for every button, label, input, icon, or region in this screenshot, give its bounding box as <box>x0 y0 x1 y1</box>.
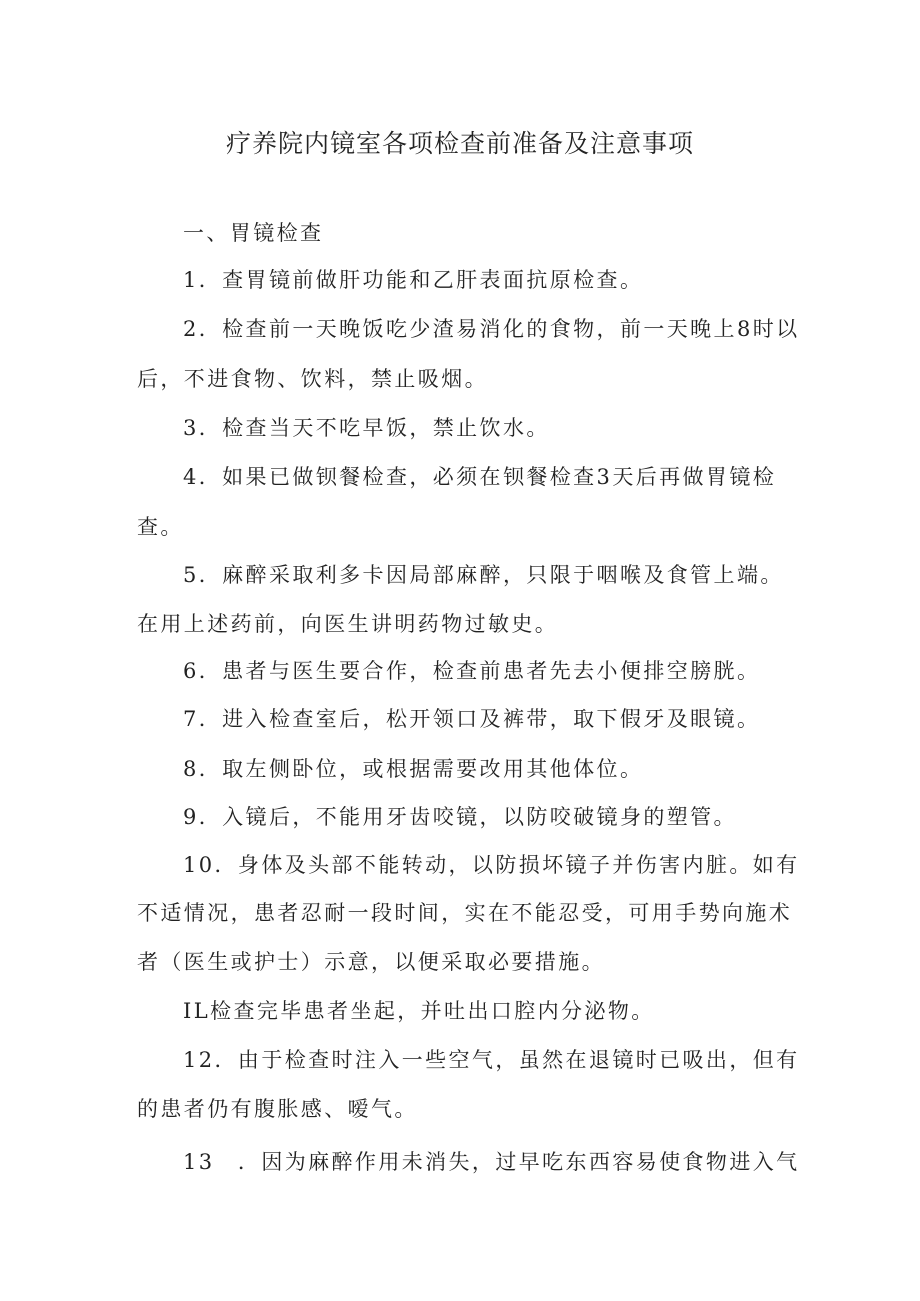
list-item-3: 3．检查当天不吃早饭，禁止饮水。 <box>183 416 550 440</box>
list-item-8: 8．取左侧卧位，或根据需要改用其他体位。 <box>183 757 644 781</box>
list-item-12-continuation: 的患者仍有腹胀感、嗳气。 <box>137 1097 418 1121</box>
list-item-10: 10．身体及头部不能转动，以防损坏镜子并伤害内脏。如有 <box>183 853 800 877</box>
list-item-6: 6．患者与医生要合作，检查前患者先去小便排空膀胱。 <box>183 659 761 683</box>
document-title: 疗养院内镜室各项检查前准备及注意事项 <box>225 129 694 158</box>
list-item-5: 5．麻醉采取利多卡因局部麻醉，只限于咽喉及食管上端。 <box>183 563 784 587</box>
list-item-2-continuation: 后，不进食物、饮料，禁止吸烟。 <box>137 367 488 391</box>
list-item-10-continuation: 不适情况，患者忍耐一段时间，实在不能忍受，可用手势向施术 <box>137 901 793 925</box>
list-item-7: 7．进入检查室后，松开领口及裤带，取下假牙及眼镜。 <box>183 707 761 731</box>
list-item-1: 1．查胃镜前做肝功能和乙肝表面抗原检查。 <box>183 268 644 292</box>
section-heading: 一、胃镜检查 <box>183 221 324 245</box>
list-item-5-continuation: 在用上述药前，向医生讲明药物过敏史。 <box>137 612 559 636</box>
list-item-4-continuation: 查。 <box>137 515 184 539</box>
list-item-11: IL检查完毕患者坐起，并吐出口腔内分泌物。 <box>183 999 655 1023</box>
list-item-13: 13 ．因为麻醉作用未消失，过早吃东西容易使食物进入气 <box>183 1150 800 1174</box>
list-item-2: 2．检查前一天晚饭吃少渣易消化的食物，前一天晚上8时以 <box>183 317 800 341</box>
list-item-9: 9．入镜后，不能用牙齿咬镜，以防咬破镜身的塑管。 <box>183 805 737 829</box>
list-item-10-continuation: 者（医生或护士）示意，以便采取必要措施。 <box>137 950 605 974</box>
list-item-4: 4．如果已做钡餐检查，必须在钡餐检查3天后再做胃镜检 <box>183 465 777 489</box>
list-item-12: 12．由于检查时注入一些空气，虽然在退镜时已吸出，但有 <box>183 1048 800 1072</box>
